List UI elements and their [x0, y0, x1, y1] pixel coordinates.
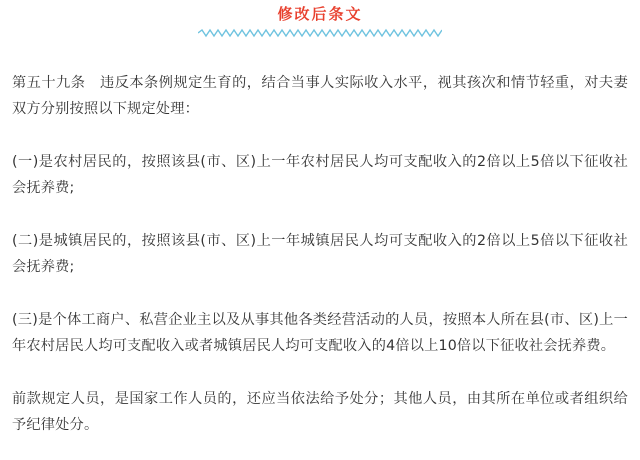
article-body — [12, 70, 628, 438]
paragraph-closing: 前款规定人员，是国家工作人员的，还应当依法给予处分；其他人员，由其所在单位或者组织给予纪律处分。 — [12, 391, 628, 433]
paragraph-item-3: (三)是个体工商户、私营企业主以及从事其他各类经营活动的人员，按照本人所在县(市、区)上一年农村居民人均可支配收入或者城镇居民人均可支配收入的4倍以上10倍以下征收社会抚养费。 — [12, 312, 628, 354]
paragraph-item-2: (二)是城镇居民的，按照该县(市、区)上一年城镇居民人均可支配收入的2倍以上5倍以下征收社会抚养费; — [12, 233, 628, 275]
wave-divider-icon — [198, 28, 442, 38]
paragraph-item-1: (一)是农村居民的，按照该县(市、区)上一年农村居民人均可支配收入的2倍以上5倍以下征收社会抚养费; — [12, 154, 628, 196]
paragraph-intro: 第五十九条 违反本条例规定生育的，结合当事人实际收入水平，视其孩次和情节轻重，对夫妻双方分别按照以下规定处理： — [12, 75, 628, 117]
section-header — [0, 4, 640, 24]
header-title: 修改后条文 — [277, 5, 363, 23]
